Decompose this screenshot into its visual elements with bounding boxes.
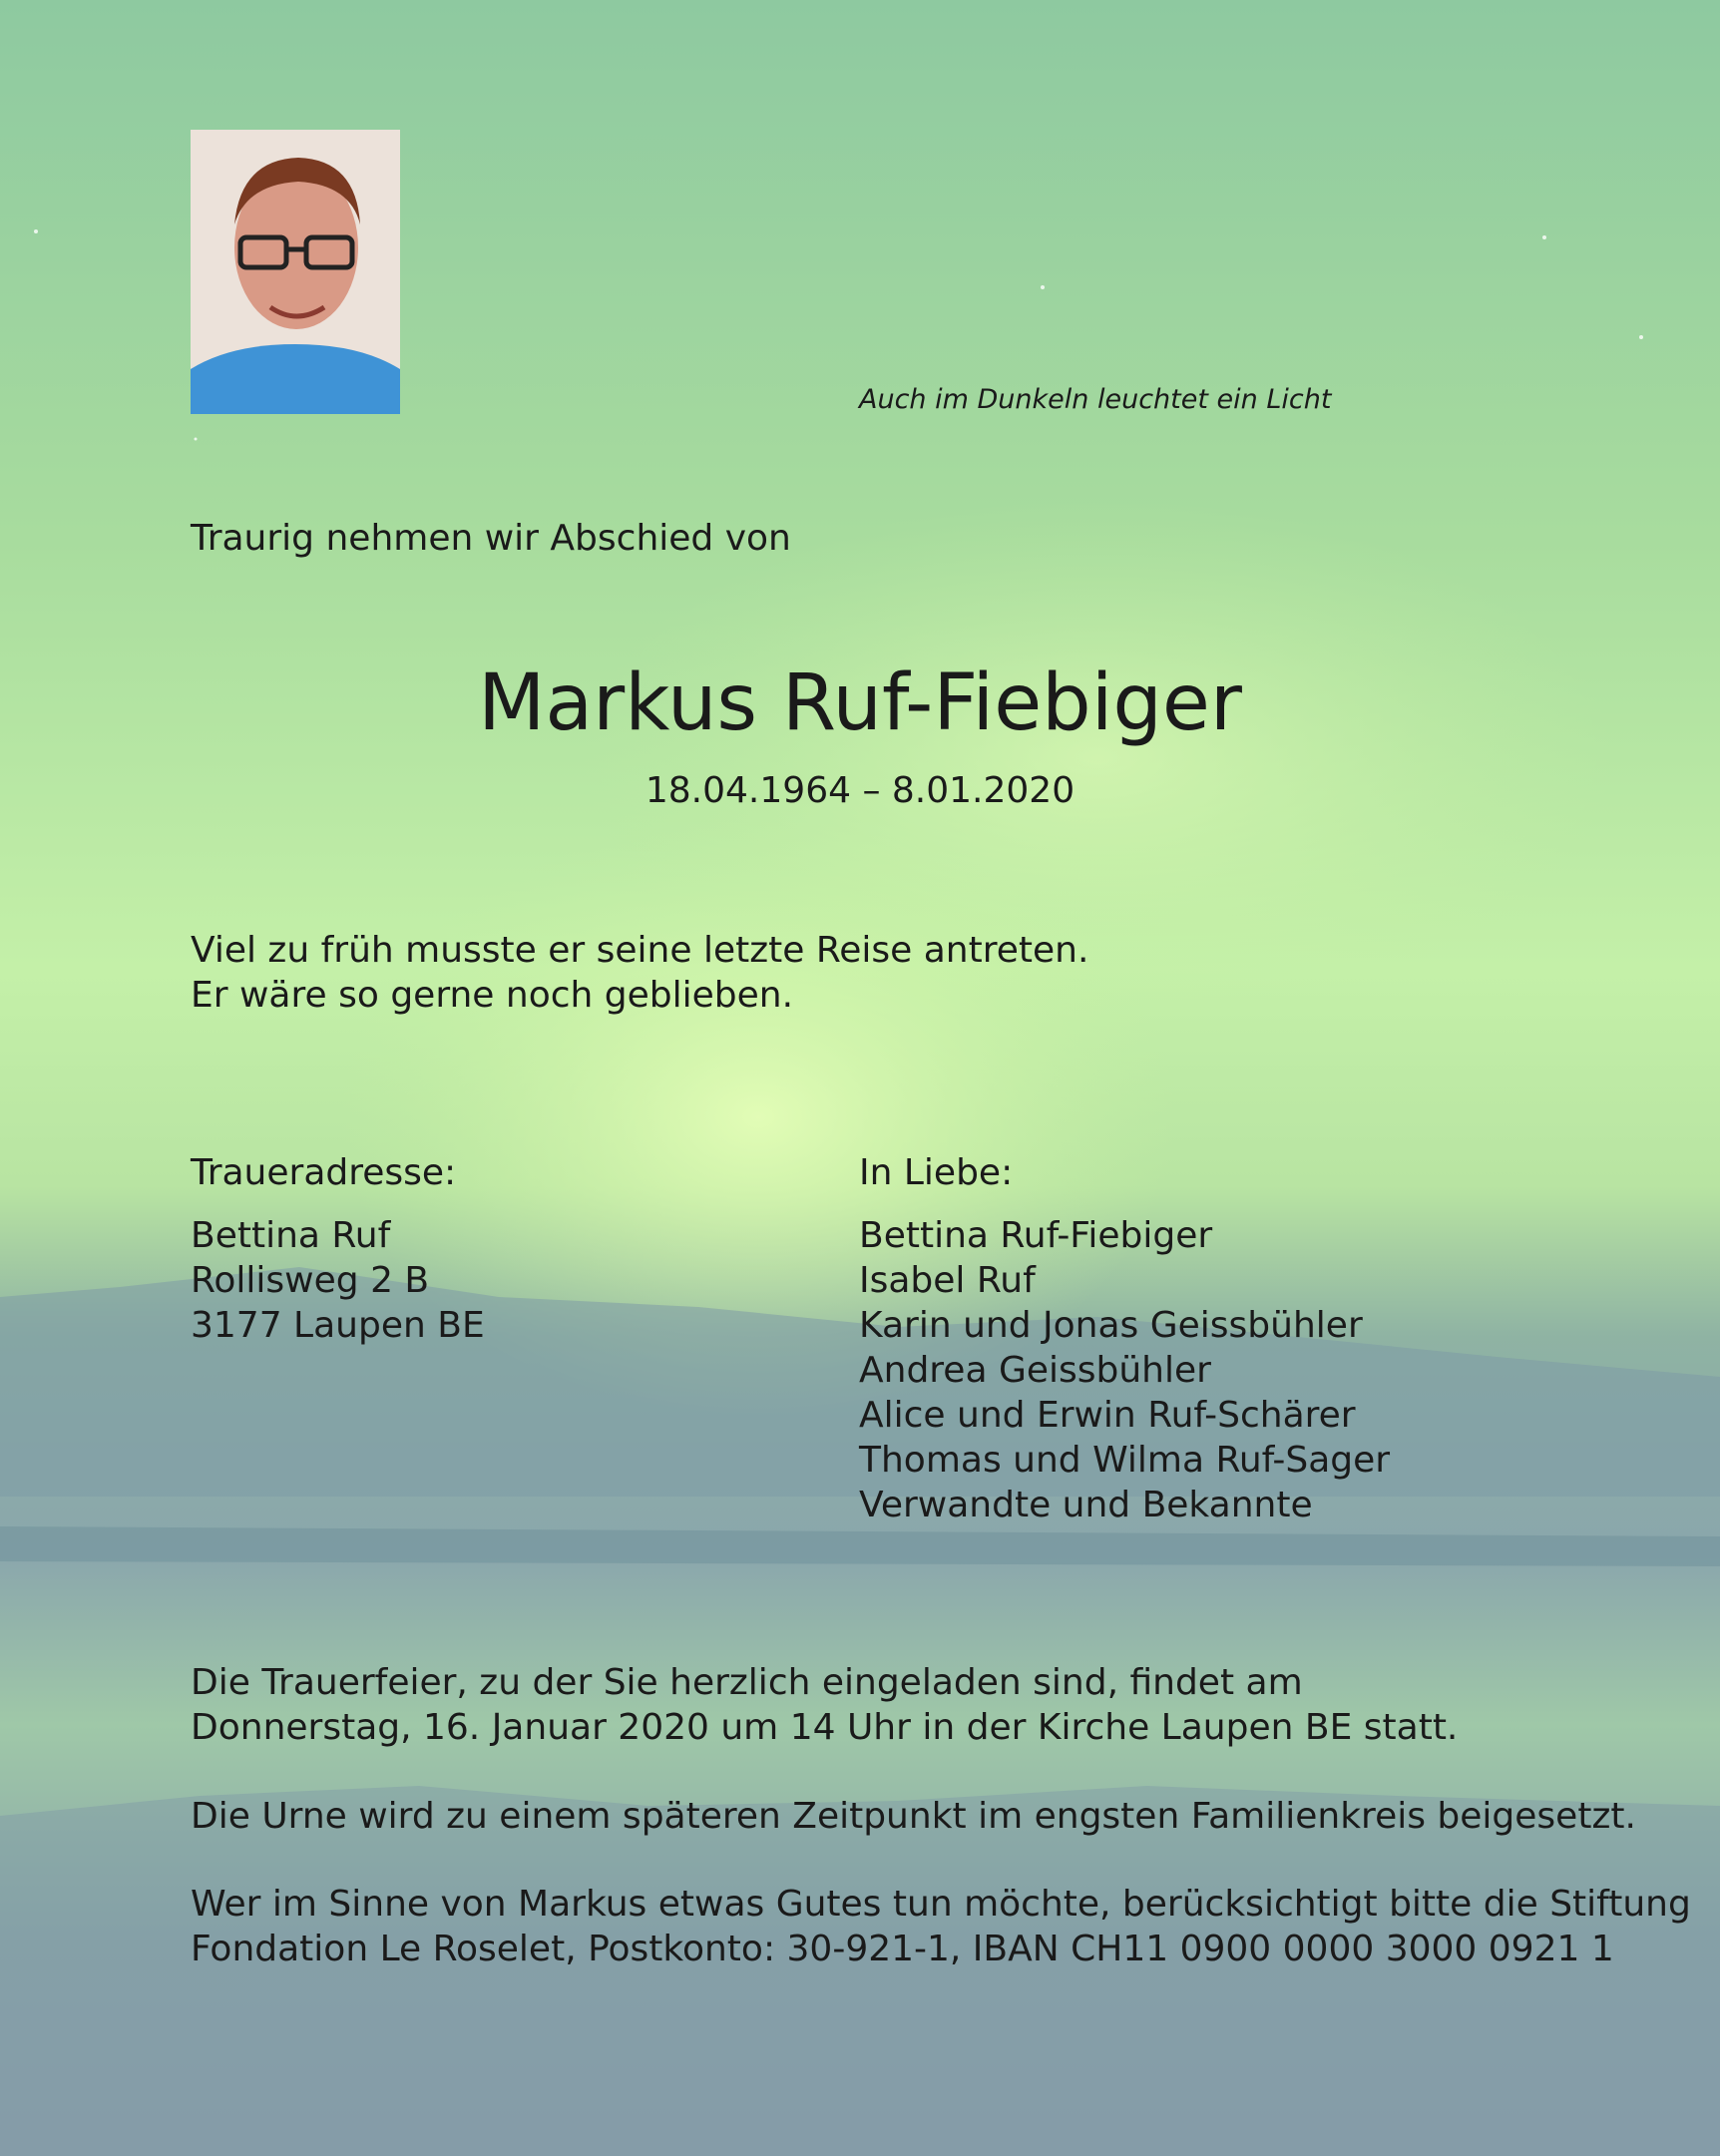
address-line: 3177 Laupen BE (191, 1305, 485, 1346)
verse-line: Er wäre so gerne noch geblieben. (191, 975, 794, 1016)
star (1041, 285, 1045, 289)
urn-text: Die Urne wird zu einem späteren Zeitpunkt im engsten Familienkreis beigesetzt. (191, 1796, 1636, 1837)
shoreline (0, 1526, 1720, 1566)
mourner-name: Thomas und Wilma Ruf-Sager (859, 1440, 1391, 1481)
mourner-name: Verwandte und Bekannte (859, 1485, 1313, 1525)
star (1639, 335, 1643, 339)
life-dates: 18.04.1964 – 8.01.2020 (645, 770, 1075, 811)
mourners-list (859, 1213, 1390, 1527)
mourner-name: Andrea Geissbühler (859, 1350, 1211, 1391)
verse (191, 928, 1088, 1018)
shirt (191, 344, 400, 414)
address-label: Traueradresse: (191, 1152, 457, 1193)
mourner-name: Isabel Ruf (859, 1260, 1036, 1301)
star (34, 229, 38, 233)
address-line: Bettina Ruf (191, 1215, 391, 1256)
deceased-name: Markus Ruf-Fiebiger (478, 658, 1242, 748)
star (195, 438, 198, 441)
star (1542, 235, 1546, 239)
ceremony-line: Donnerstag, 16. Januar 2020 um 14 Uhr in der Kirche Laupen BE statt. (191, 1707, 1459, 1748)
mourners-label: In Liebe: (859, 1152, 1014, 1193)
portrait-photo (191, 130, 400, 414)
ceremony-line: Die Trauerfeier, zu der Sie herzlich eingeladen sind, findet am (191, 1662, 1303, 1703)
mourner-name: Alice und Erwin Ruf-Schärer (859, 1395, 1356, 1436)
portrait-illustration (191, 130, 400, 414)
address-line: Rollisweg 2 B (191, 1260, 430, 1301)
mourner-name: Karin und Jonas Geissbühler (859, 1305, 1363, 1346)
verse-line: Viel zu früh musste er seine letzte Reise antreten. (191, 930, 1089, 971)
donation-line: Wer im Sinne von Markus etwas Gutes tun möchte, berücksichtigt bitte die Stiftung (191, 1884, 1691, 1925)
mourner-name: Bettina Ruf-Fiebiger (859, 1215, 1213, 1256)
mourning-address (191, 1213, 485, 1348)
donation-line: Fondation Le Roselet, Postkonto: 30-921-1, IBAN CH11 0900 0000 3000 0921 1 (191, 1929, 1614, 1969)
donation-text (191, 1882, 1691, 1971)
ceremony-text (191, 1660, 1458, 1750)
intro-text: Traurig nehmen wir Abschied von (191, 518, 791, 559)
motto: Auch im Dunkeln leuchtet ein Licht (859, 384, 1332, 415)
